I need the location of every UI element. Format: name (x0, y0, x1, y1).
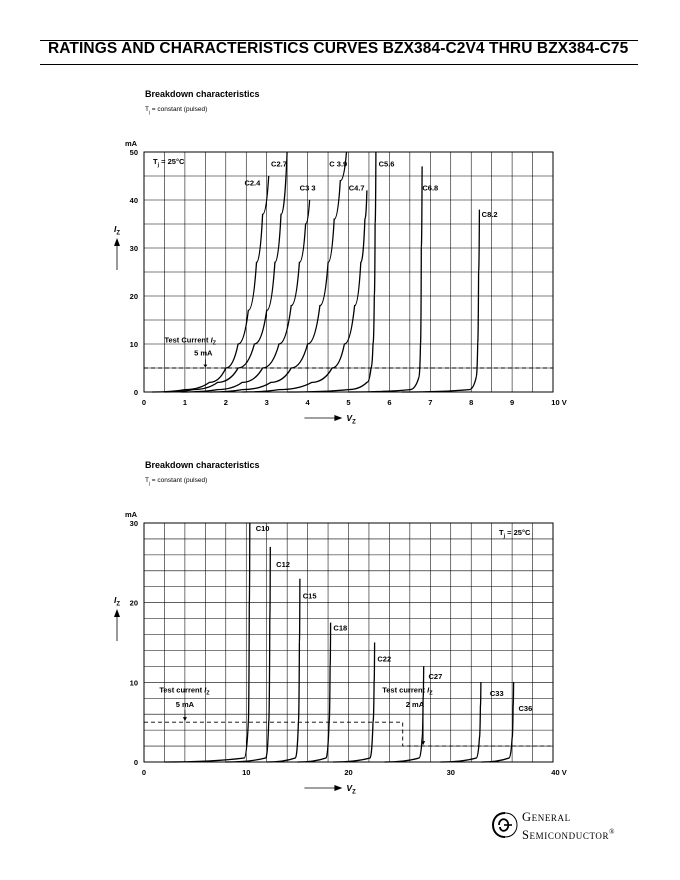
chart2-curve-C22 (333, 643, 374, 763)
chart2-title: Breakdown characteristics (145, 460, 260, 470)
chart1-curve-label: C 3.9 (329, 159, 348, 169)
chart1-x-tick-label: 0 (141, 398, 147, 407)
chart2-x-tick-label: 20 (344, 768, 353, 777)
chart2-x-tick-label: 0 (141, 768, 147, 777)
chart1-curve-C8.2 (402, 210, 480, 392)
chart1-x-tick-label: 7 (428, 398, 433, 407)
chart1-x-arrow-head (334, 415, 342, 421)
chart1-y-tick-label: 30 (129, 244, 138, 253)
chart1-x-axis-label: $V_Z$ (346, 413, 356, 426)
chart2-curve-label: C27 (428, 672, 443, 682)
chart2-test-current-5ma-value: 5 mA (175, 700, 195, 710)
chart1-condition-label: $T_j = 25^\circ C$ (153, 157, 185, 169)
chart2-curve-label: C12 (276, 559, 290, 569)
chart1-y-tick-label: 0 (133, 388, 138, 397)
chart1-test-current-label: Test Current $I_Z$ (164, 335, 217, 347)
logo-mark-icon (490, 810, 520, 840)
chart2-curve-label: C10 (255, 523, 270, 533)
logo-line2: Semiconductor (522, 828, 610, 843)
chart2-curve-label: C22 (377, 654, 392, 664)
chart2-curve-label: C36 (518, 704, 533, 714)
chart2-y-tick-label: 30 (129, 519, 138, 528)
chart1-x-tick-label: 10 V (551, 398, 567, 407)
chart2-y-tick-label: 20 (129, 598, 138, 608)
chart2-x-axis-label: $V_Z$ (346, 783, 356, 796)
chart2-test-current-5ma-label: Test current $I_Z$ (159, 685, 210, 697)
chart1-x-tick-label: 9 (510, 398, 515, 407)
chart1-subtitle: $T_j$ = constant (pulsed) (145, 106, 208, 115)
chart1-x-tick-label: 4 (305, 398, 310, 407)
chart2-y-tick-label: 10 (129, 678, 138, 688)
chart1-y-tick-label: 10 (129, 340, 138, 349)
chart1-y-unit: mA (124, 139, 138, 148)
chart1-curve-label: C8.2 (481, 209, 498, 219)
chart2-curve-label: C18 (333, 623, 348, 633)
chart1-x-tick-label: 6 (387, 398, 392, 407)
chart2-condition-label: $T_j = 25^\circ C$ (499, 528, 531, 540)
general-semiconductor-logo (488, 806, 648, 846)
chart1-x-tick-label: 3 (264, 398, 269, 407)
chart1-x-tick-label: 8 (469, 398, 474, 407)
page-title: RATINGS AND CHARACTERISTICS CURVES BZX384-C2V4 THRU BZX384-C75 (48, 40, 629, 57)
chart1-test-current-arrowhead (203, 365, 207, 368)
chart2-y-tick-label: 0 (133, 758, 138, 767)
chart2-subtitle: $T_j$ = constant (pulsed) (145, 477, 208, 486)
chart1-y-tick-label: 40 (129, 196, 138, 205)
chart1-curve-C4.7 (242, 190, 367, 392)
chart2-test-current-2ma-value: 2 mA (405, 700, 425, 710)
chart2-curve-label: C15 (302, 591, 317, 601)
chart1-curve-label: C6.8 (422, 183, 439, 193)
chart2-x-tick-label: 10 (242, 768, 251, 777)
chart1-y-tick-label: 50 (129, 148, 138, 157)
chart1-curve-label: C2.7 (271, 159, 287, 169)
chart2-curve-C18 (297, 623, 330, 762)
chart2-y-axis-label: $I_Z$ (114, 595, 121, 608)
chart2-x-tick-label: 30 (446, 768, 455, 777)
chart1-curve-label: C2.4 (244, 178, 261, 188)
chart1-x-tick-label: 2 (223, 398, 228, 407)
chart1-curve-C2.4 (152, 176, 269, 392)
chart2-curve-C10 (164, 523, 249, 762)
chart1-title: Breakdown characteristics (145, 89, 260, 99)
chart2-curve-C15 (267, 579, 300, 762)
chart2-y-arrow-head (114, 609, 120, 617)
chart1-y-axis-label: $I_Z$ (114, 224, 121, 237)
chart1-x-tick-label: 1 (182, 398, 187, 407)
logo-registered-mark: ® (609, 828, 616, 836)
chart1-curve-label: C5.6 (378, 159, 395, 169)
chart2-curve-label: C33 (489, 688, 504, 698)
chart1-x-tick-label: 5 (346, 398, 351, 407)
chart1-test-current-value: 5 mA (194, 348, 213, 358)
chart2-test-current-5ma-arrowhead (183, 717, 187, 721)
chart2-y-unit: mA (124, 510, 138, 519)
chart2-x-tick-label: 40 V (551, 768, 567, 777)
chart1-y-arrow-head (114, 238, 120, 246)
chart1-curve-label: C3 3 (299, 183, 316, 193)
chart1-y-tick-label: 20 (129, 292, 138, 301)
chart2-test-current-2ma-label: Test current $I_Z$ (382, 685, 433, 697)
logo-line1: General (522, 810, 571, 824)
chart1-curve-label: C4.7 (348, 183, 365, 193)
chart2-x-arrow-head (334, 785, 342, 791)
logo-wordmark (522, 810, 615, 843)
chart2-curve-C33 (441, 682, 481, 762)
